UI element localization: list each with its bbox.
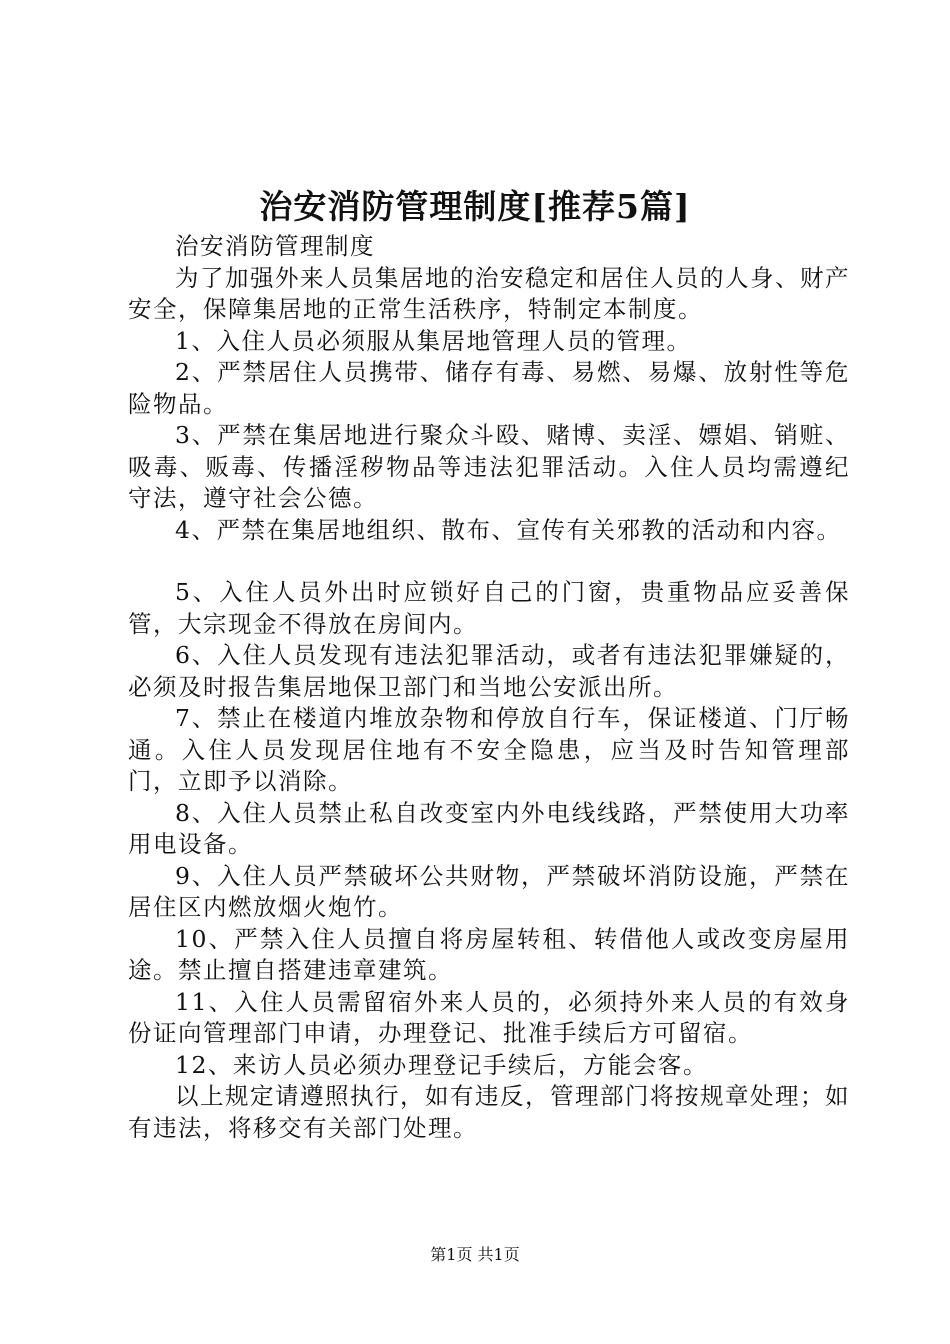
section-heading: 治安消防管理制度 (175, 232, 375, 260)
document-title: 治安消防管理制度[推荐5篇] (259, 187, 691, 226)
rule-item-12: 12、来访人员必须办理登记手续后，方能会客。 (175, 1050, 708, 1079)
rule-item-1: 1、入住人员必须服从集居地管理人员的管理。 (175, 326, 692, 355)
rule-item-5: 5、入住人员外出时应锁好自己的门窗，贵重物品应妥善保管，大宗现金不得放在房间内。 (128, 578, 850, 638)
rule-item-7: 7、禁止在楼道内堆放杂物和停放自行车，保证楼道、门厅畅通。入住人员发现居住地有不安全隐患，应当及时告知管理部门，立即予以消除。 (128, 704, 850, 795)
rule-item-10: 10、严禁入住人员擅自将房屋转租、转借他人或改变房屋用途。禁止擅自搭建违章建筑。 (128, 924, 850, 984)
document-body (128, 231, 850, 1144)
rule-item-11: 11、入住人员需留宿外来人员的，必须持外来人员的有效身份证向管理部门申请，办理登记、批准手续后方可留宿。 (128, 987, 850, 1047)
rule-item-3: 3、严禁在集居地进行聚众斗殴、赌博、卖淫、嫖娼、销赃、吸毒、贩毒、传播淫秽物品等违法犯罪活动。入住人员均需遵纪守法，遵守社会公德。 (128, 421, 850, 512)
page-footer: 第1页 共1页 (430, 1245, 520, 1264)
rule-item-9: 9、入住人员严禁破坏公共财物，严禁破坏消防设施，严禁在居住区内燃放烟火炮竹。 (128, 861, 850, 921)
rule-item-6: 6、入住人员发现有违法犯罪活动，或者有违法犯罪嫌疑的，必须及时报告集居地保卫部门和当地公安派出所。 (128, 641, 850, 701)
intro-paragraph: 为了加强外来人员集居地的治安稳定和居住人员的人身、财产安全，保障集居地的正常生活秩序，特制定本制度。 (128, 263, 850, 323)
rule-item-2: 2、严禁居住人员携带、储存有毒、易燃、易爆、放射性等危险物品。 (128, 358, 850, 418)
rule-item-8: 8、入住人员禁止私自改变室内外电线线路，严禁使用大功率用电设备。 (128, 798, 850, 858)
rule-item-4: 4、严禁在集居地组织、散布、宣传有关邪教的活动和内容。 (175, 515, 842, 544)
closing-paragraph: 以上规定请遵照执行，如有违反，管理部门将按规章处理；如有违法，将移交有关部门处理。 (128, 1082, 850, 1142)
